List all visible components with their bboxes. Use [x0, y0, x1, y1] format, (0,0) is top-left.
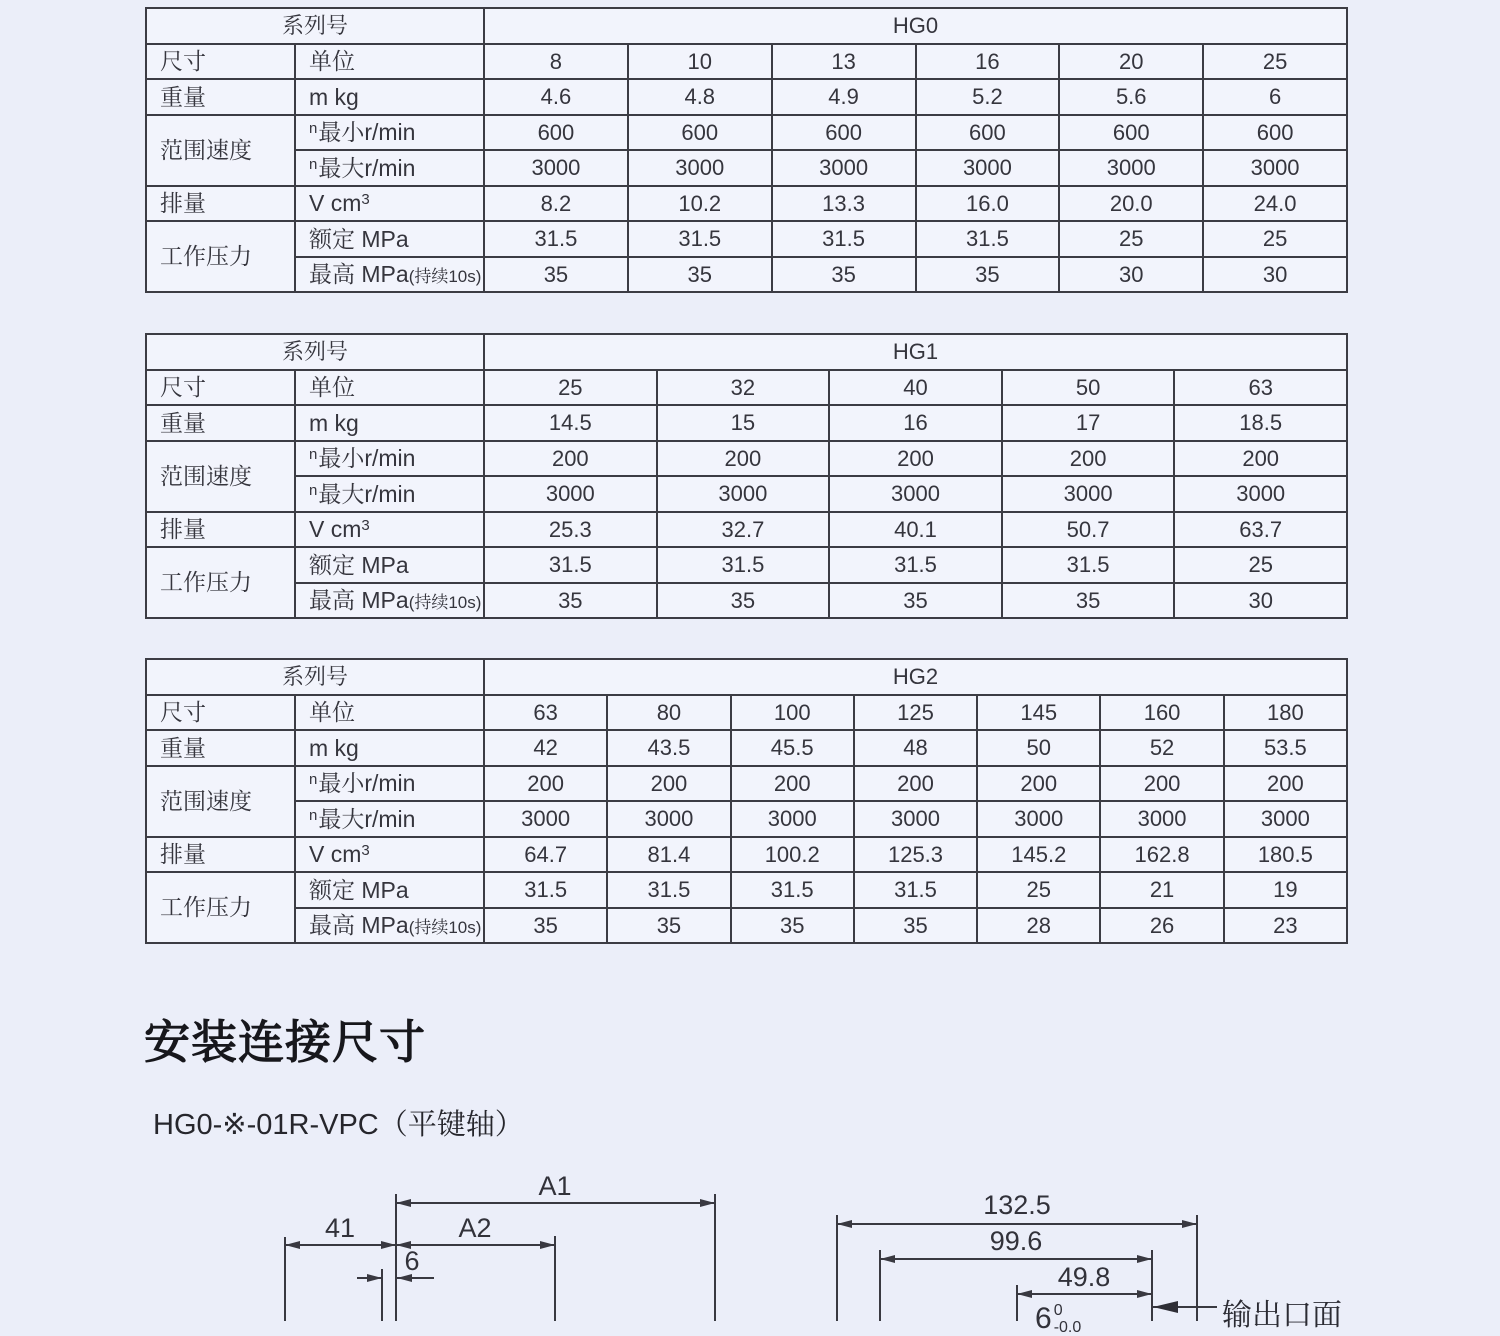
series-header-label: 系列号: [146, 8, 484, 44]
row-label-pressure: 工作压力: [146, 547, 295, 618]
n-superscript: n: [309, 155, 318, 173]
rated-pressure-cell: 31.5: [772, 221, 916, 257]
rated-pressure-cell: 31.5: [854, 872, 977, 908]
max-pressure-cell: 35: [484, 257, 628, 293]
row-label-max: 最高 MPa(持续10s): [295, 257, 484, 293]
size-cell: 80: [607, 695, 730, 731]
weight-cell: 4.6: [484, 79, 628, 115]
rated-pressure-cell: 31.5: [657, 547, 830, 583]
size-cell: 125: [854, 695, 977, 731]
rated-pressure-cell: 31.5: [829, 547, 1002, 583]
displacement-cell: 32.7: [657, 512, 830, 548]
row-label-nmax: $^n$最大r/min: [295, 801, 484, 837]
nmax-cell: 3000: [484, 476, 657, 512]
row-label-speed-range: 范围速度: [146, 441, 295, 512]
series-row: [146, 8, 1347, 44]
weight-row: [146, 730, 1347, 766]
weight-cell: 18.5: [1174, 405, 1347, 441]
weight-cell: 15: [657, 405, 830, 441]
displacement-cell: 162.8: [1100, 837, 1223, 873]
size-cell: 32: [657, 370, 830, 406]
arrowhead-left-icon: [285, 1241, 300, 1249]
weight-cell: 53.5: [1224, 730, 1347, 766]
displacement-row: [146, 512, 1347, 548]
series-row: [146, 659, 1347, 695]
rated-pressure-cell: 21: [1100, 872, 1223, 908]
nmin-cell: 200: [484, 766, 607, 802]
rated-pressure-cell: 25: [1174, 547, 1347, 583]
displacement-cell: 180.5: [1224, 837, 1347, 873]
arrowhead-left-icon: [396, 1199, 411, 1207]
arrowhead-right-icon: [367, 1274, 382, 1282]
weight-cell: 14.5: [484, 405, 657, 441]
max-pressure-cell: 35: [854, 908, 977, 944]
rated-pressure-cell: 31.5: [1002, 547, 1175, 583]
tolerance-base: 6: [1035, 1302, 1052, 1335]
row-label-weight: 重量: [146, 79, 295, 115]
size-cell: 13: [772, 44, 916, 80]
displacement-cell: 50.7: [1002, 512, 1175, 548]
spec-table-hg0: [145, 7, 1348, 293]
nmax-cell: 3000: [829, 476, 1002, 512]
nmax-cell: 3000: [628, 150, 772, 186]
row-label-pressure: 工作压力: [146, 872, 295, 943]
displacement-cell: 16.0: [916, 186, 1060, 222]
row-label-weight-unit: m kg: [295, 730, 484, 766]
row-label-size: 尺寸: [146, 370, 295, 406]
arrowhead-right-icon: [1137, 1255, 1152, 1263]
row-label-speed-range: 范围速度: [146, 115, 295, 186]
duration-note: (持续10s): [408, 918, 482, 938]
size-row: [146, 44, 1347, 80]
row-label-nmax: $^n$最大r/min: [295, 476, 484, 512]
weight-cell: 42: [484, 730, 607, 766]
nmax-cell: 3000: [1174, 476, 1347, 512]
row-label-rated: 额定 MPa: [295, 547, 484, 583]
row-label-nmax: $^n$最大r/min: [295, 150, 484, 186]
arrowhead-right-icon: [540, 1241, 555, 1249]
nmin-cell: 200: [1224, 766, 1347, 802]
dimension-line-99: [880, 1258, 1152, 1260]
nmax-cell: 3000: [731, 801, 854, 837]
max-pressure-row: [146, 257, 1347, 293]
size-cell: 16: [916, 44, 1060, 80]
row-label-weight-unit: m kg: [295, 79, 484, 115]
n-superscript: n: [309, 806, 318, 824]
displacement-cell: 125.3: [854, 837, 977, 873]
series-row: [146, 334, 1347, 370]
rated-pressure-cell: 31.5: [628, 221, 772, 257]
nmax-cell: 3000: [772, 150, 916, 186]
row-label-nmin: $^n$最小r/min: [295, 441, 484, 477]
nmin-cell: 200: [1174, 441, 1347, 477]
displacement-row: [146, 186, 1347, 222]
nmax-row: [146, 476, 1347, 512]
nmin-cell: 600: [772, 115, 916, 151]
n-superscript: n: [309, 771, 318, 789]
displacement-row: [146, 837, 1347, 873]
nmax-cell: 3000: [1203, 150, 1347, 186]
arrowhead-left-icon: [880, 1255, 895, 1263]
rated-pressure-cell: 31.5: [916, 221, 1060, 257]
row-label-pressure: 工作压力: [146, 221, 295, 292]
weight-cell: 43.5: [607, 730, 730, 766]
row-label-nmin: $^n$最小r/min: [295, 766, 484, 802]
nmax-row: [146, 801, 1347, 837]
max-pressure-cell: 30: [1059, 257, 1203, 293]
displacement-cell: 63.7: [1174, 512, 1347, 548]
dim-label-49: 49.8: [1057, 1262, 1111, 1292]
max-pressure-cell: 35: [1002, 583, 1175, 619]
dim-label-99: 99.6: [989, 1226, 1043, 1256]
rated-pressure-cell: 25: [1059, 221, 1203, 257]
model-subtitle: HG0-※-01R-VPC（平键轴）: [153, 1109, 524, 1141]
extension-line: [714, 1194, 716, 1321]
size-cell: 20: [1059, 44, 1203, 80]
size-cell: 63: [484, 695, 607, 731]
duration-note: (持续10s): [408, 593, 482, 613]
max-pressure-cell: 35: [484, 583, 657, 619]
max-pressure-row: [146, 908, 1347, 944]
n-superscript: n: [309, 481, 318, 499]
dim-label-132: 132.5: [983, 1190, 1051, 1220]
nmin-cell: 200: [607, 766, 730, 802]
row-label-displacement: 排量: [146, 512, 295, 548]
max-pressure-cell: 35: [772, 257, 916, 293]
row-label-unit: 单位: [295, 695, 484, 731]
weight-row: [146, 79, 1347, 115]
size-cell: 8: [484, 44, 628, 80]
series-name: HG0: [484, 8, 1347, 44]
size-cell: 160: [1100, 695, 1223, 731]
size-cell: 40: [829, 370, 1002, 406]
dim-label-a1: A1: [538, 1171, 572, 1201]
weight-cell: 6: [1203, 79, 1347, 115]
cubed-superscript: 3: [361, 517, 370, 535]
dim-label-41: 41: [324, 1213, 356, 1243]
section-title: 安装连接尺寸: [144, 1016, 426, 1068]
row-label-v-unit: V $cm^3$: [295, 837, 484, 873]
series-header-label: 系列号: [146, 334, 484, 370]
extension-line: [284, 1237, 286, 1321]
cubed-superscript: 3: [361, 842, 370, 860]
row-label-unit: 单位: [295, 44, 484, 80]
displacement-cell: 20.0: [1059, 186, 1203, 222]
weight-cell: 50: [977, 730, 1100, 766]
nmin-cell: 200: [977, 766, 1100, 802]
row-label-weight: 重量: [146, 405, 295, 441]
rated-pressure-row: [146, 221, 1347, 257]
nmax-cell: 3000: [854, 801, 977, 837]
nmax-cell: 3000: [484, 150, 628, 186]
size-cell: 25: [484, 370, 657, 406]
weight-cell: 4.8: [628, 79, 772, 115]
row-label-rated: 额定 MPa: [295, 872, 484, 908]
displacement-cell: 81.4: [607, 837, 730, 873]
row-label-max: 最高 MPa(持续10s): [295, 908, 484, 944]
duration-note: (持续10s): [408, 267, 482, 287]
rated-pressure-row: [146, 872, 1347, 908]
size-cell: 100: [731, 695, 854, 731]
displacement-cell: 100.2: [731, 837, 854, 873]
spec-table-hg2: [145, 658, 1348, 944]
tolerance-lower: -0.0: [1053, 1319, 1082, 1336]
dim-label-6: 6: [404, 1246, 420, 1276]
callout-arrow-icon: [1153, 1301, 1178, 1313]
row-label-nmin: $^n$最小r/min: [295, 115, 484, 151]
max-pressure-cell: 35: [628, 257, 772, 293]
row-label-max: 最高 MPa(持续10s): [295, 583, 484, 619]
nmax-cell: 3000: [1002, 476, 1175, 512]
max-pressure-cell: 35: [607, 908, 730, 944]
displacement-cell: 8.2: [484, 186, 628, 222]
rated-pressure-cell: 31.5: [607, 872, 730, 908]
max-pressure-cell: 23: [1224, 908, 1347, 944]
dimension-line-41-a2: [285, 1244, 555, 1246]
nmin-cell: 600: [628, 115, 772, 151]
row-label-unit: 单位: [295, 370, 484, 406]
rated-pressure-cell: 25: [977, 872, 1100, 908]
arrowhead-right-icon: [381, 1241, 396, 1249]
arrowhead-left-icon: [1017, 1290, 1032, 1298]
max-pressure-cell: 35: [916, 257, 1060, 293]
weight-cell: 16: [829, 405, 1002, 441]
nmin-row: [146, 766, 1347, 802]
nmax-cell: 3000: [977, 801, 1100, 837]
nmin-cell: 200: [484, 441, 657, 477]
nmin-cell: 200: [829, 441, 1002, 477]
nmax-cell: 3000: [1224, 801, 1347, 837]
displacement-cell: 64.7: [484, 837, 607, 873]
nmax-row: [146, 150, 1347, 186]
series-header-label: 系列号: [146, 659, 484, 695]
series-name: HG2: [484, 659, 1347, 695]
max-pressure-cell: 28: [977, 908, 1100, 944]
nmax-cell: 3000: [657, 476, 830, 512]
n-superscript: n: [309, 446, 318, 464]
row-label-size: 尺寸: [146, 695, 295, 731]
size-cell: 25: [1203, 44, 1347, 80]
arrowhead-right-icon: [1137, 1290, 1152, 1298]
nmin-row: [146, 115, 1347, 151]
weight-cell: 5.2: [916, 79, 1060, 115]
rated-pressure-cell: 31.5: [484, 221, 628, 257]
max-pressure-cell: 35: [731, 908, 854, 944]
max-pressure-cell: 30: [1203, 257, 1347, 293]
max-pressure-cell: 35: [657, 583, 830, 619]
nmax-cell: 3000: [607, 801, 730, 837]
weight-cell: 48: [854, 730, 977, 766]
row-label-weight-unit: m kg: [295, 405, 484, 441]
tolerance-upper: 0: [1053, 1302, 1063, 1319]
weight-cell: 4.9: [772, 79, 916, 115]
weight-cell: 5.6: [1059, 79, 1203, 115]
size-row: [146, 370, 1347, 406]
arrowhead-right-icon: [1182, 1220, 1197, 1228]
nmin-cell: 200: [731, 766, 854, 802]
row-label-displacement: 排量: [146, 186, 295, 222]
nmin-cell: 600: [1059, 115, 1203, 151]
nmin-row: [146, 441, 1347, 477]
nmin-cell: 200: [657, 441, 830, 477]
nmax-cell: 3000: [916, 150, 1060, 186]
nmin-cell: 600: [1203, 115, 1347, 151]
displacement-cell: 145.2: [977, 837, 1100, 873]
row-label-weight: 重量: [146, 730, 295, 766]
size-row: [146, 695, 1347, 731]
nmin-cell: 200: [1002, 441, 1175, 477]
row-label-v-unit: V $cm^3$: [295, 512, 484, 548]
nmax-cell: 3000: [1059, 150, 1203, 186]
spec-table-hg1: [145, 333, 1348, 619]
nmin-cell: 200: [854, 766, 977, 802]
displacement-cell: 13.3: [772, 186, 916, 222]
extension-line: [836, 1215, 838, 1321]
cubed-superscript: 3: [361, 191, 370, 209]
callout-label: 输出口面: [1222, 1299, 1342, 1332]
size-cell: 50: [1002, 370, 1175, 406]
max-pressure-cell: 26: [1100, 908, 1223, 944]
nmax-cell: 3000: [484, 801, 607, 837]
dimension-line-49: [1017, 1293, 1152, 1295]
displacement-cell: 24.0: [1203, 186, 1347, 222]
max-pressure-cell: 35: [829, 583, 1002, 619]
displacement-cell: 10.2: [628, 186, 772, 222]
size-cell: 10: [628, 44, 772, 80]
size-cell: 63: [1174, 370, 1347, 406]
arrowhead-right-icon: [700, 1199, 715, 1207]
rated-pressure-cell: 25: [1203, 221, 1347, 257]
max-pressure-row: [146, 583, 1347, 619]
dimension-line-132: [837, 1223, 1197, 1225]
weight-row: [146, 405, 1347, 441]
rated-pressure-cell: 31.5: [484, 872, 607, 908]
weight-cell: 52: [1100, 730, 1223, 766]
rated-pressure-row: [146, 547, 1347, 583]
extension-line: [395, 1194, 397, 1321]
rated-pressure-cell: 19: [1224, 872, 1347, 908]
row-label-v-unit: V $cm^3$: [295, 186, 484, 222]
dim-label-a2: A2: [458, 1213, 492, 1243]
nmin-cell: 600: [916, 115, 1060, 151]
row-label-displacement: 排量: [146, 837, 295, 873]
dimension-line-a1: [396, 1202, 715, 1204]
weight-cell: 45.5: [731, 730, 854, 766]
max-pressure-cell: 30: [1174, 583, 1347, 619]
series-name: HG1: [484, 334, 1347, 370]
max-pressure-cell: 35: [484, 908, 607, 944]
row-label-rated: 额定 MPa: [295, 221, 484, 257]
rated-pressure-cell: 31.5: [731, 872, 854, 908]
nmin-cell: 600: [484, 115, 628, 151]
row-label-speed-range: 范围速度: [146, 766, 295, 837]
row-label-size: 尺寸: [146, 44, 295, 80]
tolerance-text: [1035, 1302, 1081, 1336]
n-superscript: n: [309, 120, 318, 138]
size-cell: 145: [977, 695, 1100, 731]
nmax-cell: 3000: [1100, 801, 1223, 837]
nmin-cell: 200: [1100, 766, 1223, 802]
arrowhead-left-icon: [837, 1220, 852, 1228]
size-cell: 180: [1224, 695, 1347, 731]
rated-pressure-cell: 31.5: [484, 547, 657, 583]
displacement-cell: 40.1: [829, 512, 1002, 548]
weight-cell: 17: [1002, 405, 1175, 441]
displacement-cell: 25.3: [484, 512, 657, 548]
